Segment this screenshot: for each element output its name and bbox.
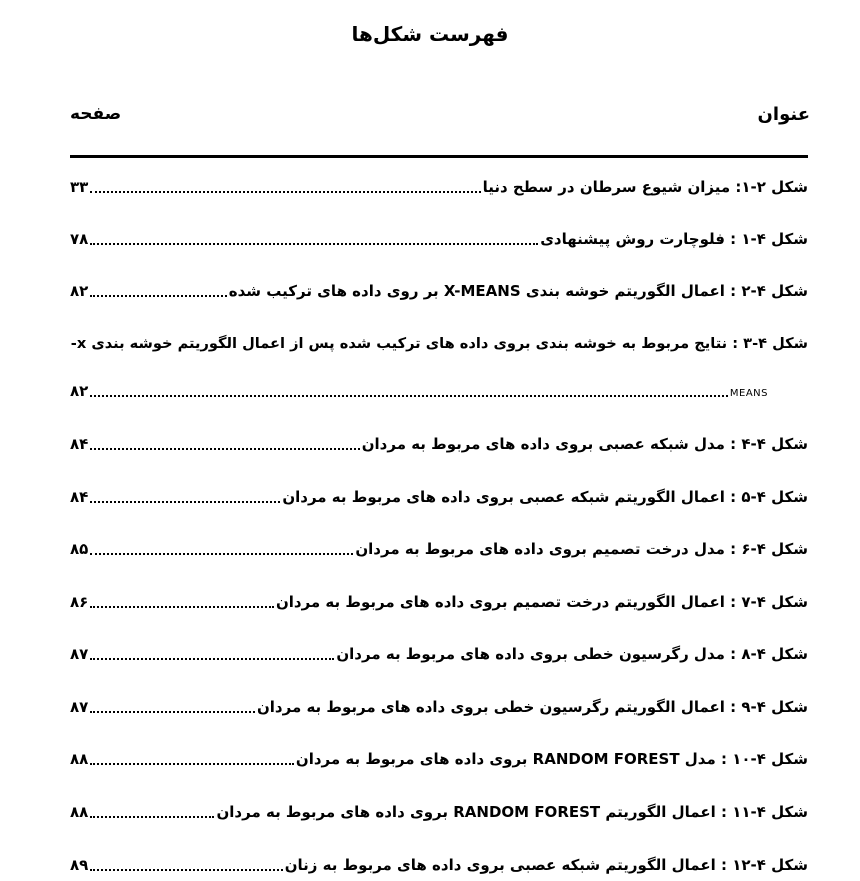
- entry-label: شکل ۴-۲ : اعمال الگوریتم خوشه بندی X-MEANS بر روی داده های ترکیب شده: [228, 282, 808, 300]
- entry-page-number: ۸۲: [70, 382, 89, 400]
- list-item: [70, 272, 808, 302]
- title-column-header: عنوان: [757, 104, 810, 125]
- list-item: [70, 846, 808, 876]
- list-item: [70, 220, 808, 250]
- page-column-header: صفحه: [70, 104, 122, 124]
- entry-label: شکل ۲-۱: میزان شیوع سرطان در سطح دنیا: [482, 178, 808, 196]
- entry-label: شکل ۴-۶ : مدل درخت تصمیم بروی داده های مربوط به مردان: [355, 540, 808, 558]
- list-item: [70, 478, 808, 508]
- list-item: [70, 325, 808, 355]
- entry-label: شکل ۴-۵ : اعمال الگوریتم شبکه عصبی بروی داده های مربوط به مردان: [282, 488, 808, 506]
- entry-page-number: ۸۲: [70, 282, 89, 300]
- entry-page-number: ۸۸: [70, 750, 89, 768]
- list-item: [70, 793, 808, 823]
- entry-label: شکل ۴-۳ : نتایج مربوط به خوشه بندی بروی داده های ترکیب شده پس از اعمال الگوریتم خوشه بندی x-: [70, 335, 808, 352]
- entry-page-number: ۸۶: [70, 593, 89, 611]
- page-title: فهرست شکل‌ها: [351, 22, 509, 46]
- dot-leader: [90, 243, 538, 245]
- dot-leader: [90, 711, 255, 713]
- dot-leader: [90, 448, 359, 450]
- entry-label: شکل ۴-۱۰ : مدل RANDOM FOREST بروی داده های مربوط به مردان: [295, 750, 808, 768]
- entry-label: شکل ۴-۴ : مدل شبکه عصبی بروی داده های مربوط به مردان: [361, 435, 808, 453]
- entry-page-number: ۸۵: [70, 540, 89, 558]
- dot-leader: [90, 763, 294, 765]
- entry-page-number: ۳۳: [70, 178, 89, 196]
- entry-page-number: ۸۹: [70, 856, 89, 874]
- entry-label-continuation: MEANS: [729, 388, 768, 399]
- entry-page-number: ۸۷: [70, 645, 89, 663]
- list-item: [70, 583, 808, 613]
- list-item: [70, 688, 808, 718]
- dot-leader: [90, 395, 728, 397]
- dot-leader: [90, 501, 280, 503]
- entry-page-number: ۸۴: [70, 488, 89, 506]
- dot-leader: [90, 869, 282, 871]
- dot-leader: [90, 553, 353, 555]
- list-item: [70, 168, 808, 198]
- entry-label: شکل ۴-۸ : مدل رگرسیون خطی بروی داده های مربوط به مردان: [336, 645, 808, 663]
- dot-leader: [90, 191, 480, 193]
- entry-label: شکل ۴-۱ : فلوچارت روش پیشنهادی: [540, 230, 808, 248]
- header-rule: [70, 155, 808, 158]
- dot-leader: [90, 816, 214, 818]
- entry-page-number: ۸۸: [70, 803, 89, 821]
- entry-page-number: ۷۸: [70, 230, 89, 248]
- entry-page-number: ۸۴: [70, 435, 89, 453]
- list-item: [70, 740, 808, 770]
- entry-label: شکل ۴-۹ : اعمال الگوریتم رگرسیون خطی بروی داده های مربوط به مردان: [256, 698, 808, 716]
- list-item: [70, 635, 808, 665]
- entry-label: شکل ۴-۷ : اعمال الگوریتم درخت تصمیم بروی داده های مربوط به مردان: [275, 593, 808, 611]
- entry-page-number: ۸۷: [70, 698, 89, 716]
- list-item: [70, 425, 808, 455]
- dot-leader: [90, 295, 226, 297]
- entry-label: شکل ۴-۱۱ : اعمال الگوریتم RANDOM FOREST بروی داده های مربوط به مردان: [216, 803, 808, 821]
- dot-leader: [90, 606, 274, 608]
- list-item: [70, 530, 808, 560]
- list-item-continuation: [70, 372, 808, 402]
- entry-label: شکل ۴-۱۲ : اعمال الگوریتم شبکه عصبی بروی داده های مربوط به زنان: [284, 856, 808, 874]
- dot-leader: [90, 658, 334, 660]
